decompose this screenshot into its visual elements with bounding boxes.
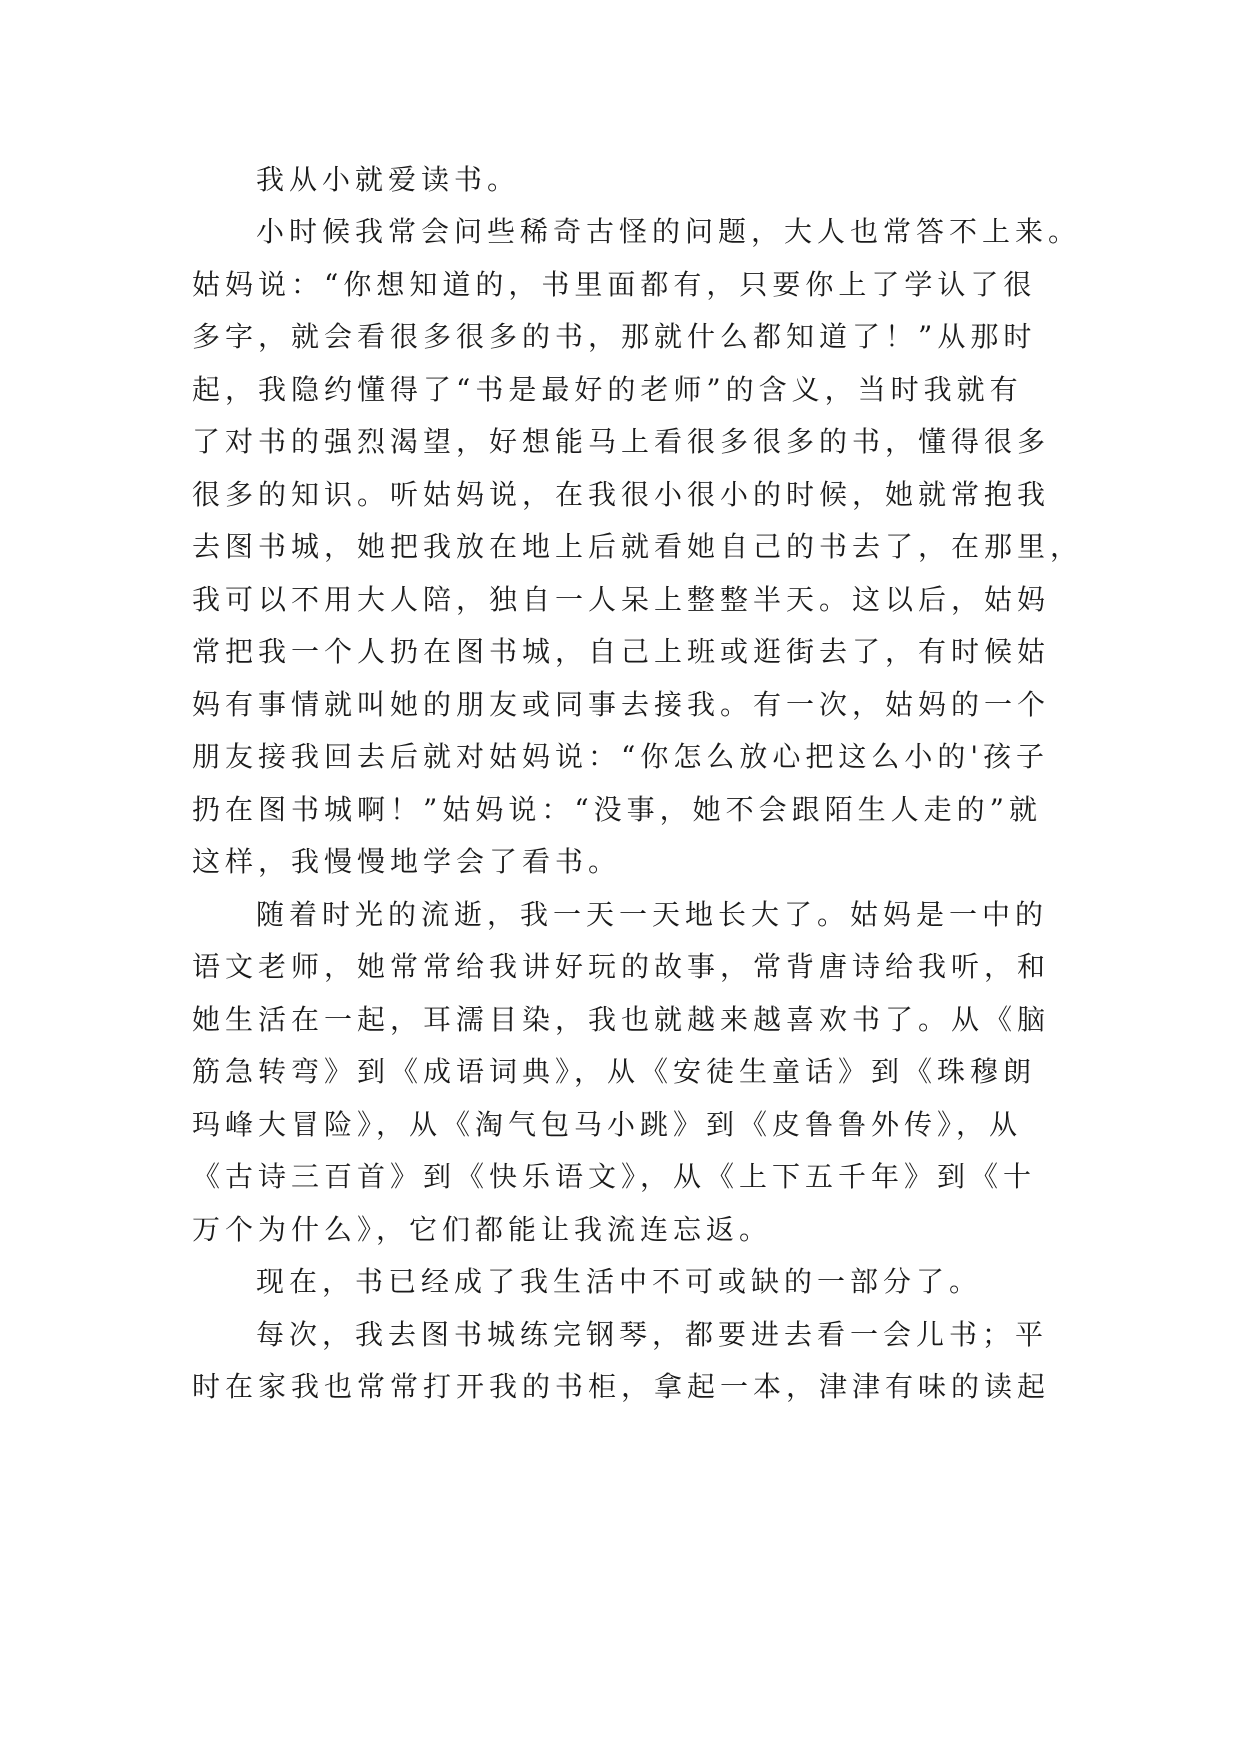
text-line: 筋急转弯》到《成语词典》，从《安徒生童话》到《珠穆朗 — [192, 1055, 1037, 1088]
text-line: 扔在图书城啊！”姑妈说：“没事，她不会跟陌生人走的”就 — [192, 793, 1042, 826]
text-line: 朋友接我回去后就对姑妈说：“你怎么放心把这么小的'孩子 — [192, 740, 1050, 773]
text-line: 常把我一个人扔在图书城，自己上班或逛街去了，有时候姑 — [192, 635, 1051, 668]
text-line: 我从小就爱读书。 — [256, 163, 521, 196]
text-line: 《古诗三百首》到《快乐语文》，从《上下五千年》到《十 — [192, 1160, 1037, 1193]
text-line: 现在，书已经成了我生活中不可或缺的一部分了。 — [256, 1265, 983, 1298]
text-line: 她生活在一起，耳濡目染，我也就越来越喜欢书了。从《脑 — [192, 1003, 1051, 1036]
text-line: 每次，我去图书城练完钢琴，都要进去看一会儿书；平 — [256, 1318, 1049, 1351]
text-line: 这样，我慢慢地学会了看书。 — [192, 845, 622, 878]
text-line: 起，我隐约懂得了“书是最好的老师”的含义，当时我就有 — [192, 373, 1023, 406]
text-line: 多字，就会看很多很多的书，那就什么都知道了！”从那时 — [192, 320, 1037, 353]
text-line: 姑妈说：“你想知道的，书里面都有，只要你上了学认了很 — [192, 268, 1037, 301]
text-line: 很多的知识。听姑妈说，在我很小很小的时候，她就常抱我 — [192, 478, 1051, 511]
text-line: 语文老师，她常常给我讲好玩的故事，常背唐诗给我听，和 — [192, 950, 1051, 983]
text-line: 万个为什么》，它们都能让我流连忘返。 — [192, 1213, 773, 1246]
text-line: 去图书城，她把我放在地上后就看她自己的书去了，在那里， — [192, 530, 1084, 563]
text-line: 玛峰大冒险》，从《淘气包马小跳》到《皮鲁鲁外传》，从 — [192, 1108, 1023, 1141]
text-line: 我可以不用大人陪，独自一人呆上整整半天。这以后，姑妈 — [192, 583, 1051, 616]
text-line: 了对书的强烈渴望，好想能马上看很多很多的书，懂得很多 — [192, 425, 1051, 458]
text-line: 小时候我常会问些稀奇古怪的问题，大人也常答不上来。 — [256, 215, 1082, 248]
text-line: 时在家我也常常打开我的书柜，拿起一本，津津有味的读起 — [192, 1370, 1051, 1403]
text-line: 妈有事情就叫她的朋友或同事去接我。有一次，姑妈的一个 — [192, 688, 1051, 721]
text-line: 随着时光的流逝，我一天一天地长大了。姑妈是一中的 — [256, 898, 1049, 931]
